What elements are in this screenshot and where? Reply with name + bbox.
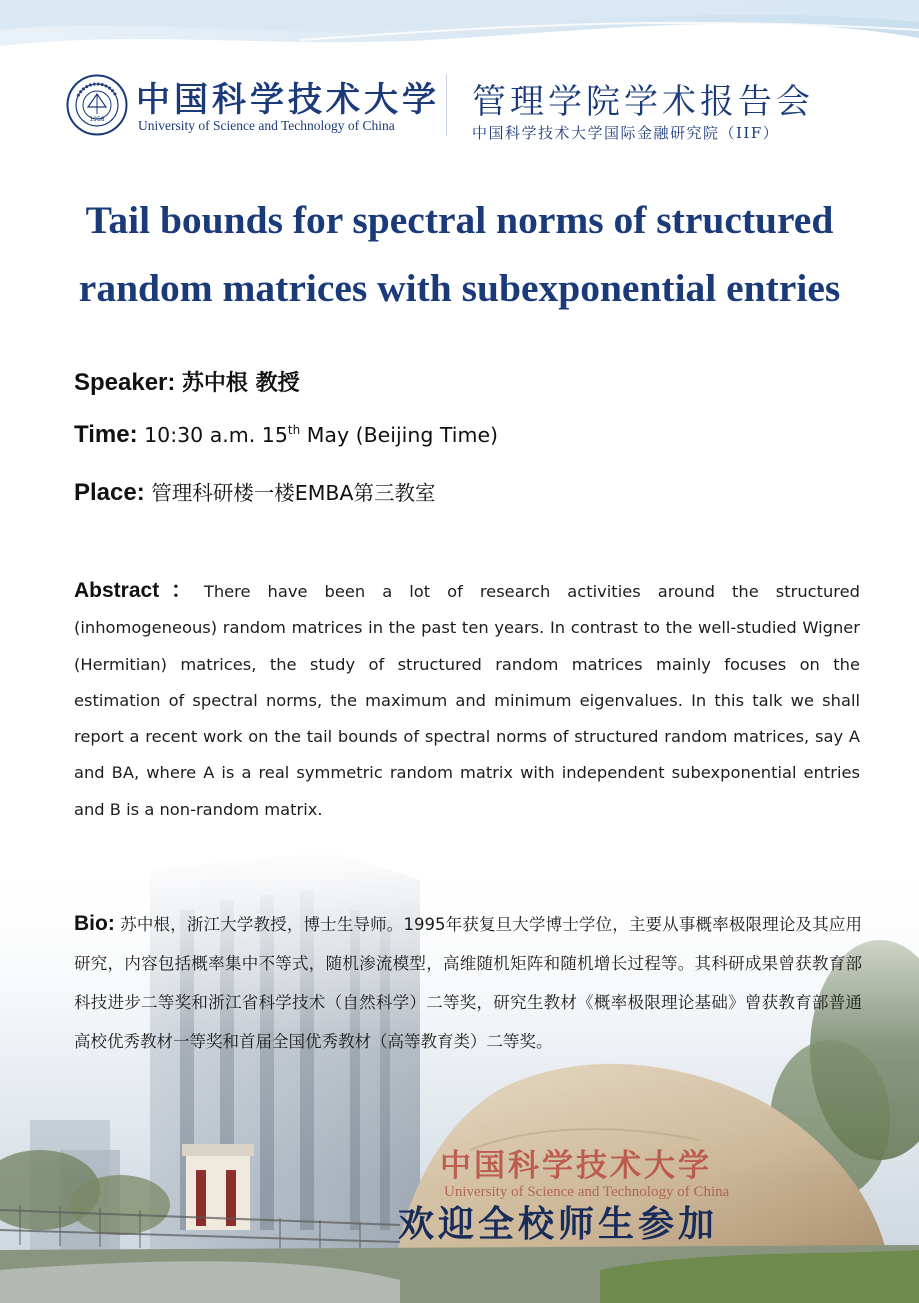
institute-name: 中国科学技术大学国际金融研究院（IIF） [472,124,780,142]
time-label: Time: [74,421,138,448]
time-value [144,423,498,447]
university-seal-icon [66,74,128,136]
abstract-section [74,573,860,828]
speaker-name: 苏中根 教授 [181,371,300,396]
place-value: 管理科研楼一楼EMBA第三教室 [151,481,436,505]
university-name-en: University of Science and Technology of China [138,118,395,133]
speaker-line [74,366,300,397]
university-name-cn: 中国科学技术大学 [136,80,440,120]
rock-inscription-en: University of Science and Technology of China [444,1184,730,1200]
bio-text: 苏中根，浙江大学教授，博士生导师。1995年获复旦大学博士学位，主要从事概率极限理论及其应用研究，内容包括概率集中不等式，随机渗流模型，高维随机矩阵和随机增长过程等。其科研成果曾获教育部科技进步二等奖和浙江省科学技术（自然科学）二等奖，研究生教材《概率极限理论基础》曾获教育部普通高校优秀教材一等奖和首届全国优秀教材（高等教育类）二等奖。 [74,915,862,1051]
time-value-main: 10:30 a.m. 15 [144,423,288,447]
time-line [74,421,498,449]
place-label: Place: [74,479,145,506]
speaker-label: Speaker: [74,369,176,396]
time-value-rest: May (Beijing Time) [300,423,499,447]
abstract-label: Abstract： [74,579,204,602]
place-line [74,476,435,507]
header [0,60,919,150]
rock-inscription-cn: 中国科学技术大学 [440,1148,712,1184]
header-divider [446,74,447,136]
abstract-text: There have been a lot of research activities around the structured (inhomogeneous) random matrices in the past ten years. In contrast to the well-studied Wigner (Hermitian) matrices, the study of structured random matrices mainly focuses on the estimation of spectral norms, the maximum and minimum eigenvalues. In this talk we shall report a recent work on the tail bounds of spectral norms of structured random matrices, say A and BA, where A is a real symmetric random matrix with independent subexponential entries and B is a non-random matrix. [74,582,860,819]
event-title-cn: 管理学院学术报告会 [472,82,814,122]
welcome-slogan: 欢迎全校师生参加 [398,1203,719,1245]
time-ordinal-suffix: th [287,423,301,438]
bio-label: Bio: [74,912,115,935]
talk-title: Tail bounds for spectral norms of structured random matrices with subexponential entries [78,198,841,310]
bio-section [74,904,862,1061]
seal-year: 1958 [89,116,105,123]
